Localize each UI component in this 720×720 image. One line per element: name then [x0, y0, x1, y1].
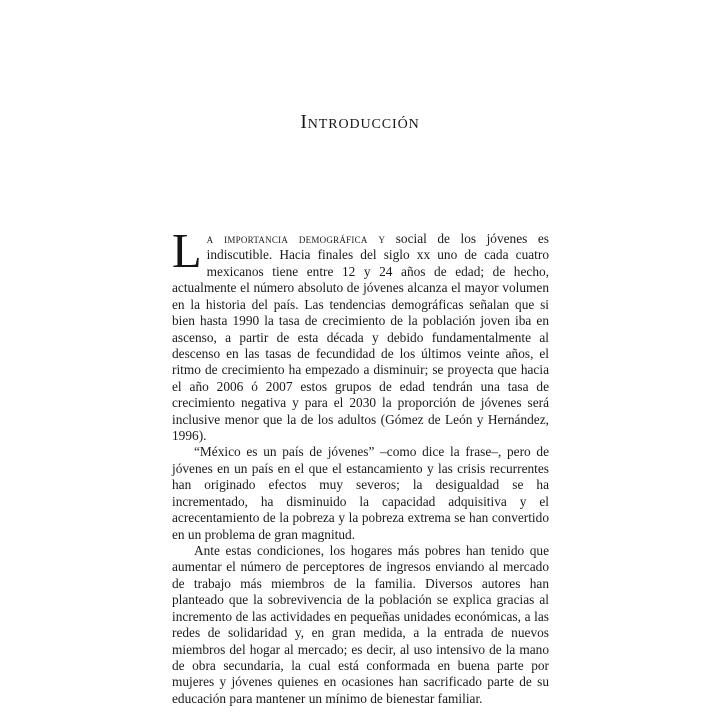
page-title: Introducción	[300, 112, 420, 133]
paragraph-2	[172, 444, 549, 543]
drop-cap-letter: L	[172, 225, 202, 278]
paragraph-3	[172, 543, 549, 707]
paragraph-1	[172, 225, 549, 444]
paragraph-1-text: social de los jóvenes es indiscutible. Hacia finales del siglo xx uno de cada cuatro mexicanos tiene entre 12 y 24 años de edad; de hecho, actualmente el número absoluto de jóvenes alcanza el mayor volumen en la historia del país. Las tendencias demográficas señalan que si bien hasta 1990 la tasa de crecimiento de la población joven iba en ascenso, a partir de esta década y debido fundamentalmente al descenso en las tasas de fecundidad de los últimos veinte años, el ritmo de crecimiento ha empezado a disminuir; se proyecta que hacia el año 2006 ó 2007 estos grupos de edad tendrán una tasa de crecimiento negativa y para el 2030 la proporción de jóvenes será inclusive menor que la de los adultos (Gómez de León y Hernández, 1996).	[172, 231, 549, 444]
paragraph-2-text: “México es un país de jóvenes” –como dice la frase–, pero de jóvenes en un país en el que el estancamiento y las crisis recurrentes han originado efectos muy severos; la desigualdad se ha incrementado, ha disminuido la capacidad adquisitiva y el acrecentamiento de la pobreza y la pobreza extrema se han convertido en un problema de gran magnitud.	[172, 444, 549, 542]
small-caps-lead-in: a importancia demográfica y	[206, 231, 386, 246]
body-text-block	[172, 225, 549, 707]
paragraph-3-text: Ante estas condiciones, los hogares más pobres han tenido que aumentar el número de perceptores de ingresos enviando al mercado de trabajo más miembros de la familia. Diversos autores han planteado que la sobrevivencia de la población se explica gracias al incremento de las actividades en pequeñas unidades económicas, a las redes de solidaridad y, en gran medida, a la entrada de nuevos miembros del hogar al mercado; es decir, al uso intensivo de la mano de obra secundaria, la cual está conformada en buena parte por mujeres y jóvenes quienes en ocasiones han sacrificado parte de su educación para mantener un mínimo de bienestar familiar.	[172, 543, 549, 706]
